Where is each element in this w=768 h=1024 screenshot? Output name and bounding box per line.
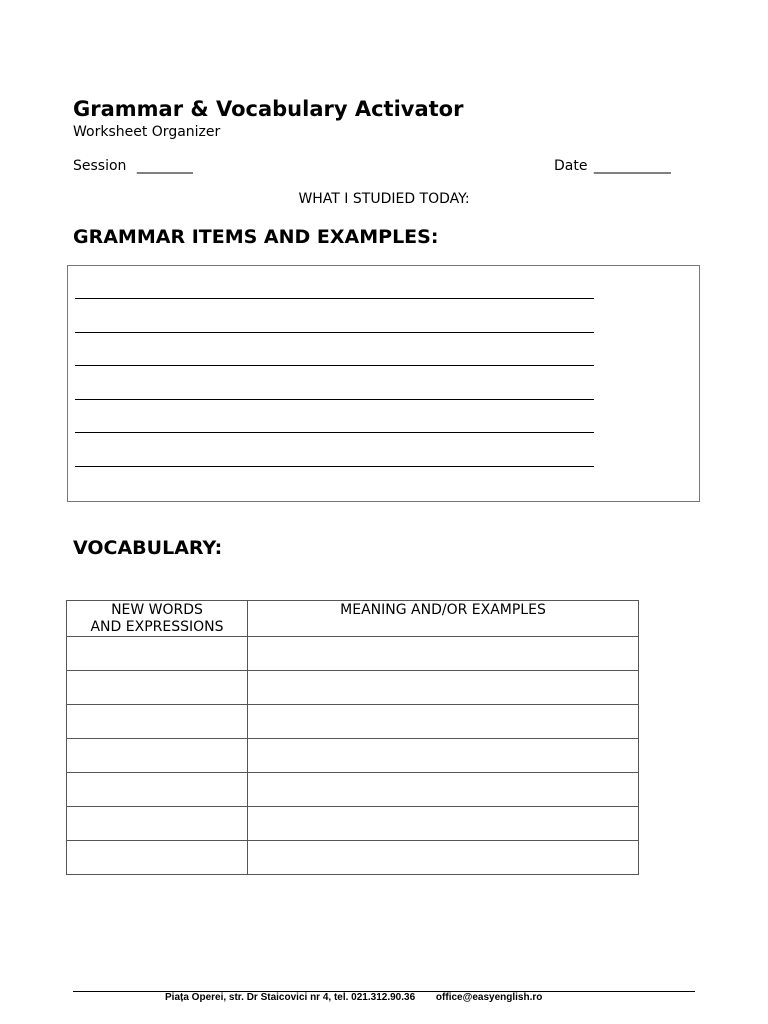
grammar-blank-line[interactable] — [75, 298, 594, 299]
grammar-box[interactable] — [67, 265, 700, 502]
date-field[interactable] — [554, 158, 671, 174]
footer-email[interactable]: office@easyenglish.ro — [435, 992, 543, 1003]
footer — [165, 992, 542, 1003]
date-label: Date — [554, 158, 588, 174]
studied-heading: WHAT I STUDIED TODAY: — [298, 191, 470, 207]
grammar-blank-line[interactable] — [75, 466, 594, 467]
grammar-blank-line[interactable] — [75, 399, 594, 400]
table-row — [67, 841, 639, 875]
table-row — [67, 739, 639, 773]
word-cell[interactable] — [67, 773, 248, 807]
grammar-blank-line[interactable] — [75, 365, 594, 366]
session-field[interactable] — [73, 158, 193, 174]
word-cell[interactable] — [67, 807, 248, 841]
table-row — [67, 705, 639, 739]
meaning-cell[interactable] — [248, 671, 639, 705]
column-header-new-words — [67, 601, 248, 637]
column-header-new-words-text: NEW WORDS AND EXPRESSIONS — [90, 602, 224, 635]
meaning-cell[interactable] — [248, 841, 639, 875]
column-header-meaning — [248, 601, 639, 637]
word-cell[interactable] — [67, 841, 248, 875]
word-cell[interactable] — [67, 637, 248, 671]
session-blank[interactable]: ________ — [136, 158, 193, 174]
table-row — [67, 671, 639, 705]
column-header-meaning-text: MEANING AND/OR EXAMPLES — [340, 602, 546, 618]
meaning-cell[interactable] — [248, 637, 639, 671]
word-cell[interactable] — [67, 739, 248, 773]
session-label: Session — [73, 158, 127, 174]
grammar-blank-line[interactable] — [75, 432, 594, 433]
grammar-blank-line[interactable] — [75, 332, 594, 333]
date-blank[interactable]: ___________ — [593, 158, 671, 174]
table-row — [67, 637, 639, 671]
grammar-heading: GRAMMAR ITEMS AND EXAMPLES: — [73, 226, 439, 248]
word-cell[interactable] — [67, 671, 248, 705]
meaning-cell[interactable] — [248, 705, 639, 739]
meaning-cell[interactable] — [248, 807, 639, 841]
vocabulary-table — [66, 600, 639, 875]
table-row — [67, 807, 639, 841]
meaning-cell[interactable] — [248, 739, 639, 773]
table-row — [67, 773, 639, 807]
worksheet-title: Grammar & Vocabulary Activator — [73, 97, 464, 121]
worksheet-subtitle: Worksheet Organizer — [73, 124, 221, 140]
meaning-cell[interactable] — [248, 773, 639, 807]
footer-address: Piața Operei, str. Dr Staicovici nr 4, tel. 021.312.90.36 — [165, 992, 416, 1003]
word-cell[interactable] — [67, 705, 248, 739]
vocabulary-heading: VOCABULARY: — [73, 537, 223, 559]
table-header-row — [67, 601, 639, 637]
